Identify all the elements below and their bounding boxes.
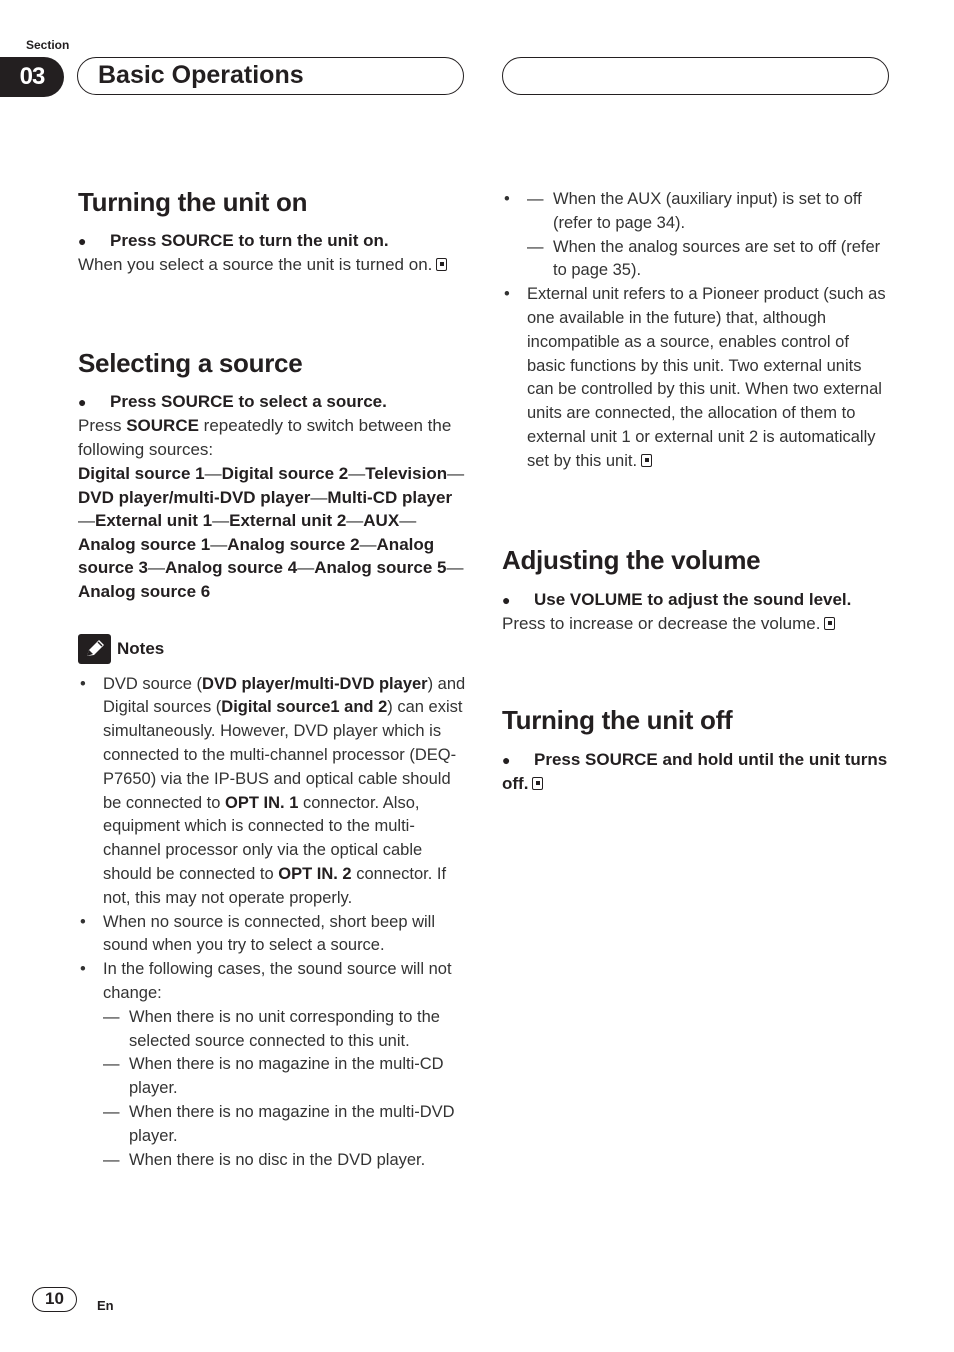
section-number-badge: 03 (0, 57, 64, 97)
heading-selecting-source: Selecting a source (78, 348, 303, 378)
heading-turning-on: Turning the unit on (78, 187, 308, 217)
note-text: connector. If not, this may not operate properly. (103, 864, 447, 907)
note-bold: OPT IN. 1 (225, 793, 299, 812)
note-text: ) can exist simultaneously. However, DVD player which is connected to the multi-channel processor (DEQ-P7650) via the IP-BUS and optical cable should be connected to (103, 698, 463, 812)
notes-label: Notes (117, 638, 165, 658)
end-mark-icon (824, 617, 835, 630)
case-item: — When there is no unit corresponding to the selected source connected to this unit. (103, 1006, 466, 1054)
source-name: Digital source 2 (221, 464, 349, 483)
note-item (78, 673, 466, 911)
instruction-turning-on (78, 229, 466, 253)
body-turning-on (78, 253, 466, 277)
source-separator: — (78, 511, 95, 531)
left-column (78, 186, 466, 1172)
note-item (78, 958, 466, 1172)
source-name: Analog source 2 (227, 534, 360, 554)
notes-header (78, 634, 466, 664)
section-label: Section (26, 38, 70, 52)
source-name: Multi-CD player (327, 487, 453, 507)
case-item: — When there is no magazine in the multi-CD player. (103, 1053, 466, 1101)
note-item-continued (502, 188, 890, 283)
note-text: DVD source ( (103, 674, 203, 693)
heading-adjusting-volume: Adjusting the volume (502, 544, 761, 575)
case-item: — When there is no magazine in the multi-DVD player. (103, 1101, 466, 1149)
bullet-icon: ● (78, 394, 87, 410)
instruction-text: Press SOURCE and hold until the unit turns off. (502, 749, 888, 793)
bullet-icon: ● (502, 751, 511, 768)
case-item: — When the analog sources are set to off (refer to page 35). (527, 236, 890, 284)
source-separator: — (297, 558, 315, 578)
note-text: External unit refers to a Pioneer product (such as one available in the future) that, although incompatible as a source, enables control of basic functions by this unit. Two external units can be controlled by this unit. When two external units are connected, the allocation of them to external unit 1 or external unit 2 is automatically set by this unit. (527, 285, 886, 470)
notes-list (78, 673, 466, 1173)
source-name: Analog source 6 (78, 581, 211, 601)
pencil-icon (78, 634, 111, 664)
body-adjusting-volume (502, 612, 890, 636)
instruction-adjusting-volume (502, 588, 890, 612)
language-code: En (97, 1298, 114, 1313)
bullet-icon: ● (78, 233, 87, 249)
source-separator: — (346, 511, 364, 531)
source-name: Analog source 5 (314, 558, 447, 578)
section-title: Basic Operations (98, 61, 304, 89)
instruction-text: Press SOURCE to select a source. (110, 392, 387, 411)
source-separator: — (359, 534, 377, 554)
instruction-selecting-source (78, 390, 466, 414)
case-list-continued (502, 188, 890, 283)
source-name: External unit 1 (95, 511, 213, 531)
body-text: When you select a source the unit is turned on. (78, 255, 433, 274)
note-bold: Digital source1 and 2 (221, 698, 388, 717)
case-item: — • When the AUX (auxiliary input) is set to off (refer to page 34). (527, 188, 890, 236)
note-bold: DVD player/multi-DVD player (202, 674, 428, 693)
end-mark-icon (532, 777, 543, 790)
source-separator: — (447, 464, 465, 483)
source-name: Digital source 1 (78, 464, 205, 483)
section-title-box (77, 57, 464, 95)
source-separator: — (399, 511, 417, 531)
heading-turning-off: Turning the unit off (502, 704, 733, 735)
header-empty-box (502, 57, 889, 95)
source-sequence (78, 462, 466, 604)
source-name: External unit 2 (229, 511, 347, 531)
case-list (103, 1006, 466, 1173)
source-separator: — (147, 558, 165, 578)
note-text: In the following cases, the sound source will not change: (103, 960, 452, 1002)
source-separator: — (210, 534, 228, 554)
source-name: Television (365, 464, 448, 483)
body-text: Press (78, 416, 122, 435)
body-selecting-source (78, 414, 466, 462)
note-text: connector. Also, equipment which is connected to the multi-channel processor only via the optical cable should be connected to (103, 793, 423, 883)
page-number: 10 (32, 1287, 77, 1312)
end-mark-icon (436, 258, 447, 271)
note-item (502, 283, 890, 473)
instruction-text: Press SOURCE to turn the unit on. (110, 231, 389, 250)
source-separator: — (310, 487, 328, 507)
source-name: Analog source 3 (78, 534, 435, 578)
right-column (502, 188, 890, 796)
source-separator: — (348, 464, 366, 483)
body-text: Press to increase or decrease the volume. (502, 613, 821, 633)
note-item: • When no source is connected, short beep will sound when you try to select a source. (78, 911, 466, 959)
source-separator: — (204, 464, 222, 483)
case-item: — When there is no disc in the DVD player. (103, 1149, 466, 1173)
body-text: repeatedly to switch between the following sources: (78, 416, 452, 459)
note-text: ) and Digital sources ( (103, 674, 466, 717)
source-separator: — (212, 511, 230, 531)
source-name: AUX (363, 511, 400, 531)
end-mark-icon (641, 454, 652, 467)
note-bold: OPT IN. 2 (278, 864, 352, 883)
source-name: Analog source 4 (164, 558, 298, 578)
body-bold: SOURCE (126, 416, 199, 435)
source-name: DVD player/multi-DVD player (78, 487, 311, 507)
source-separator: — (446, 558, 464, 578)
instruction-text: Use VOLUME to adjust the sound level. (534, 589, 852, 609)
instruction-turning-off (502, 748, 890, 796)
bullet-icon: ● (502, 591, 511, 608)
source-name: Analog source 1 (78, 534, 211, 554)
notes-list-continued (502, 188, 890, 474)
